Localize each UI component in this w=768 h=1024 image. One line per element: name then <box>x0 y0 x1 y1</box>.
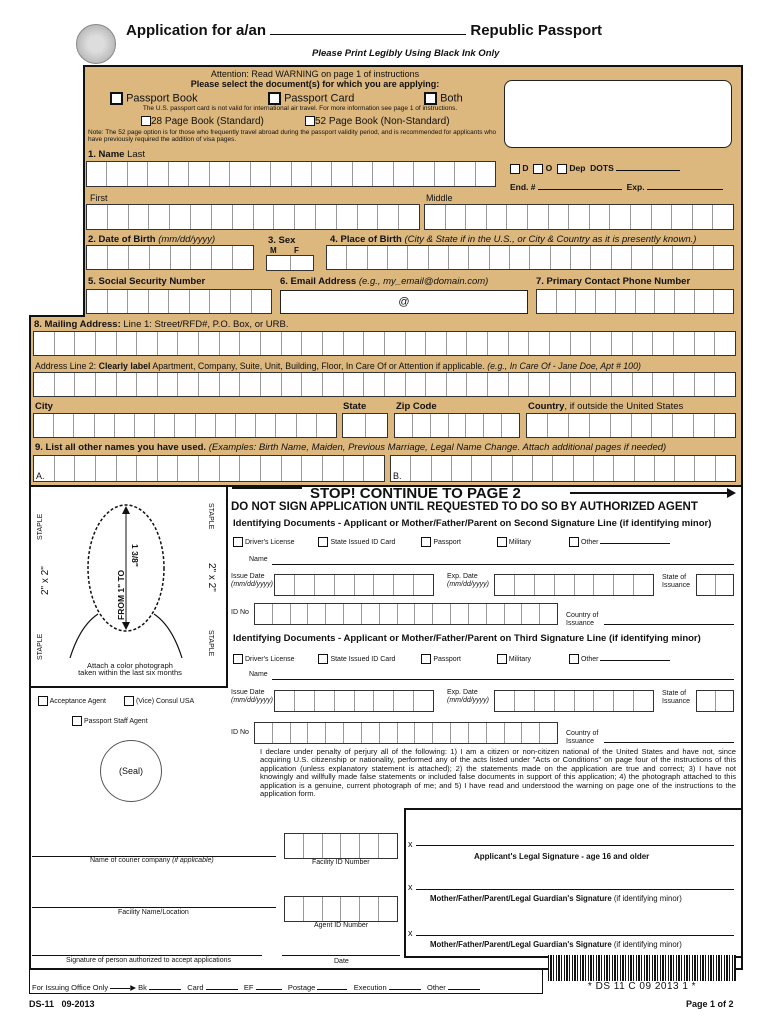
city-label: City <box>35 401 53 412</box>
military-checkbox-2[interactable] <box>497 654 507 664</box>
passport-card-checkbox[interactable] <box>268 92 281 105</box>
issue-date-input-2[interactable] <box>274 690 434 712</box>
sex-m-label: M <box>270 246 277 255</box>
passport-checkbox-2[interactable] <box>421 654 431 664</box>
date-input[interactable] <box>282 955 400 956</box>
ssn-input[interactable] <box>86 289 272 314</box>
phone-input[interactable] <box>536 289 734 314</box>
country-issuance-input-2[interactable] <box>604 742 734 743</box>
middle-name-input[interactable] <box>424 204 734 230</box>
other-names-label: 9. List all other names you have used. (Examples: Birth Name, Maiden, Previous Marriage, Legal Name Change. Attach additional pages if needed) <box>35 442 667 453</box>
state-issuance-label-2: State of Issuance <box>662 690 691 705</box>
line2-label: Address Line 2: Clearly label Apartment, Company, Suite, Unit, Building, Floor, In Care Of or Attention if applicable. (e.g., In Care Of - Jane Doe, Apt # 100) <box>35 361 641 371</box>
courier-label: Name of courier company (if applicable) <box>90 857 214 864</box>
state-issuance-input-2[interactable] <box>696 690 734 712</box>
agent-id-label: Agent ID Number <box>314 922 369 929</box>
idno-input-2[interactable] <box>254 722 558 744</box>
page52-checkbox[interactable] <box>305 116 315 126</box>
sig3-x: x <box>408 928 413 938</box>
other-name-a-input[interactable] <box>33 455 385 482</box>
barcode <box>548 955 736 981</box>
id-type-row-2: Driver's License State Issued ID Card Passport Military Other <box>233 654 670 664</box>
facility-id-label: Facility ID Number <box>312 859 370 866</box>
other-name-b-input[interactable] <box>390 455 736 482</box>
page-number: Page 1 of 2 <box>686 999 734 1009</box>
ssn-label: 5. Social Security Number <box>88 276 206 287</box>
stop-warning: DO NOT SIGN APPLICATION UNTIL REQUESTED TO DO SO BY AUTHORIZED AGENT <box>231 501 698 513</box>
other-checkbox-1[interactable] <box>569 537 579 547</box>
dob-label: 2. Date of Birth (mm/dd/yyyy) <box>88 234 216 245</box>
facility-id-input[interactable] <box>284 833 398 859</box>
seal-circle: (Seal) <box>100 740 162 802</box>
consul-checkbox[interactable] <box>124 696 134 706</box>
mailing-line1-input[interactable] <box>33 331 736 356</box>
state-label: State <box>343 401 367 412</box>
acceptance-agent-checkbox[interactable] <box>38 696 48 706</box>
staple-bottom-right: STAPLE <box>207 630 214 657</box>
idno-input-1[interactable] <box>254 603 558 625</box>
zip-input[interactable] <box>394 413 520 438</box>
consul-option[interactable]: (Vice) Consul USA <box>124 696 194 706</box>
end-exp-row: End. # Exp. <box>510 182 723 192</box>
acceptance-agent-option[interactable]: Acceptance Agent <box>38 696 106 706</box>
last-name-input[interactable] <box>86 161 496 187</box>
facility-label: Facility Name/Location <box>118 909 189 916</box>
id-type-row-1: Driver's License State Issued ID Card Passport Military Other <box>233 537 670 547</box>
state-id-checkbox-2[interactable] <box>318 654 328 664</box>
idno-label-1: ID No <box>231 609 249 616</box>
exp-date-label-1: Exp. Date (mm/dd/yyyy) <box>447 573 489 588</box>
exp-date-input-1[interactable] <box>494 574 654 596</box>
first-name-label: First <box>90 193 108 203</box>
issue-date-label-2: Issue Date (mm/dd/yyyy) <box>231 689 273 704</box>
both-option[interactable]: Both <box>424 92 463 105</box>
name-label: 1. Name Last <box>88 149 146 160</box>
arrow-right-icon: ▶ <box>130 983 137 992</box>
email-input[interactable] <box>280 290 528 314</box>
sig2-label: Mother/Father/Parent/Legal Guardian's Signature (if identifying minor) <box>430 894 682 903</box>
id-name-input-1[interactable] <box>272 564 734 565</box>
issuing-office-row: For Issuing Office Only ▶ Bk Card EF Postage Execution Other <box>32 983 480 992</box>
phone-label: 7. Primary Contact Phone Number <box>536 276 691 287</box>
other-checkbox-2[interactable] <box>569 654 579 664</box>
parent-signature-2-input[interactable] <box>416 935 734 936</box>
office-use-box <box>504 80 732 148</box>
first-name-input[interactable] <box>86 204 420 230</box>
state-id-checkbox-1[interactable] <box>318 537 328 547</box>
id-name-input-2[interactable] <box>272 679 734 680</box>
pob-label: 4. Place of Birth (City & State if in the U.S., or City & Country as it is presently known.) <box>330 234 697 245</box>
parent-signature-1-input[interactable] <box>416 889 734 890</box>
sex-f-label: F <box>294 246 299 255</box>
seal-logo-icon <box>76 24 116 64</box>
photo-caption: Attach a color photograph taken within the last six months <box>78 661 182 677</box>
auth-signature-label: Signature of person authorized to accept applications <box>66 957 231 964</box>
page-note: Note: The 52 page option is for those who frequently travel abroad during the passport validity period, and is recommended for applicants who have previously required the addition of visa pages. <box>88 129 497 143</box>
country-input[interactable] <box>526 413 736 438</box>
applicant-signature-input[interactable] <box>416 845 734 846</box>
military-checkbox-1[interactable] <box>497 537 507 547</box>
selection-instruction: Please select the document(s) for which you are applying: <box>190 79 440 89</box>
arrow-right-icon <box>727 488 736 498</box>
state-issuance-input-1[interactable] <box>696 574 734 596</box>
photo-dim-label: 1 3/8" <box>130 544 140 567</box>
other-name-b-label: B. <box>393 471 402 481</box>
staff-agent-checkbox[interactable] <box>72 716 82 726</box>
sig1-x: x <box>408 839 413 849</box>
photo-area <box>40 498 220 676</box>
staff-agent-option[interactable]: Passport Staff Agent <box>72 716 148 726</box>
issue-date-label-1: Issue Date (mm/dd/yyyy) <box>231 573 273 588</box>
email-label: 6. Email Address (e.g., my_email@domain.com) <box>280 276 489 287</box>
id-name-label-1: Name <box>249 556 268 563</box>
facility-input[interactable] <box>32 907 276 908</box>
sig2-x: x <box>408 882 413 892</box>
idno-label-2: ID No <box>231 729 249 736</box>
state-issuance-label-1: State of Issuance <box>662 574 691 589</box>
photo-size-left: 2" x 2" <box>40 566 51 595</box>
sex-input[interactable] <box>266 255 314 271</box>
office-codes: D O Dep DOTS <box>510 163 680 174</box>
mailing-line2-input[interactable] <box>33 372 736 397</box>
id-docs-third-title: Identifying Documents - Applicant or Mother/Father/Parent on Third Signature Line (if identifying minor) <box>233 633 701 644</box>
country-issuance-label-2: Country of Issuance <box>566 730 599 745</box>
pob-input[interactable] <box>326 245 734 270</box>
declaration-text: I declare under penalty of perjury all of the following: 1) I am a citizen or non-citizen national of the United States and have not, since acquiring U.S. citizenship or nationality, performed any of the acts listed under "Acts or Conditions" on page four of the instructions of this application (unless explanatory statement is attached); 2) the statements made on the application are true and correct; 3) I have not knowingly and willfully made false statements or included false documents in support of this application; 4) the photograph attached to this application is a genuine, current photograph of me; and 5) I have read and understood the warning on page one of the instructions to the application form. <box>260 747 736 799</box>
other-name-a-label: A. <box>36 471 45 481</box>
mailing-label: 8. Mailing Address: Line 1: Street/RFD#, P.O. Box, or URB. <box>34 319 289 330</box>
barcode-text: * DS 11 C 09 2013 1 * <box>587 981 697 992</box>
form-number: DS-11 09-2013 <box>29 999 95 1009</box>
country-issuance-input-1[interactable] <box>604 624 734 625</box>
dob-input[interactable] <box>86 245 254 270</box>
sex-label: 3. Sex <box>268 235 296 246</box>
page28-checkbox[interactable] <box>141 116 151 126</box>
city-input[interactable] <box>33 413 337 438</box>
exp-date-label-2: Exp. Date (mm/dd/yyyy) <box>447 689 489 704</box>
o-checkbox[interactable] <box>533 164 543 174</box>
page28-option[interactable]: 28 Page Book (Standard) <box>141 116 264 127</box>
both-checkbox[interactable] <box>424 92 437 105</box>
drivers-checkbox-2[interactable] <box>233 654 243 664</box>
country-label: Country, if outside the United States <box>528 401 684 412</box>
card-note: The U.S. passport card is not valid for international air travel. For more information see page 1 of instructions. <box>142 105 458 112</box>
id-docs-second-title: Identifying Documents - Applicant or Mother/Father/Parent on Second Signature Line (if identifying minor) <box>233 518 712 529</box>
dep-checkbox[interactable] <box>557 164 567 174</box>
staple-top-left: STAPLE <box>37 513 44 540</box>
passport-book-checkbox[interactable] <box>110 92 123 105</box>
stop-title: STOP! CONTINUE TO PAGE 2 <box>310 485 521 502</box>
id-name-label-2: Name <box>249 671 268 678</box>
issue-date-input-1[interactable] <box>274 574 434 596</box>
drivers-checkbox-1[interactable] <box>233 537 243 547</box>
page52-option[interactable]: 52 Page Book (Non-Standard) <box>305 116 450 127</box>
zip-label: Zip Code <box>396 401 437 412</box>
exp-date-input-2[interactable] <box>494 690 654 712</box>
photo-from-label: FROM 1" TO <box>116 569 126 620</box>
auth-signature-input[interactable] <box>32 955 262 956</box>
sig3-label: Mother/Father/Parent/Legal Guardian's Signature (if identifying minor) <box>430 940 682 949</box>
state-input[interactable] <box>342 413 388 438</box>
attention-text: Attention: Read WARNING on page 1 of instructions <box>210 69 420 79</box>
sig1-label: Applicant's Legal Signature - age 16 and older <box>474 852 650 861</box>
passport-book-option[interactable]: Passport Book <box>110 92 198 105</box>
form-title: Application for a/an Republic Passport <box>126 22 603 39</box>
agent-id-input[interactable] <box>284 896 398 922</box>
staple-top-right: STAPLE <box>207 503 214 530</box>
subtitle: Please Print Legibly Using Black Ink Only <box>312 48 500 59</box>
middle-name-label: Middle <box>426 193 453 203</box>
d-checkbox[interactable] <box>510 164 520 174</box>
country-issuance-label-1: Country of Issuance <box>566 612 599 627</box>
passport-checkbox-1[interactable] <box>421 537 431 547</box>
at-sign: @ <box>398 296 410 308</box>
date-label: Date <box>334 958 349 965</box>
staple-bottom-left: STAPLE <box>37 633 44 660</box>
photo-size-right: 2" x 2" <box>206 563 217 592</box>
passport-card-option[interactable]: Passport Card <box>268 92 354 105</box>
